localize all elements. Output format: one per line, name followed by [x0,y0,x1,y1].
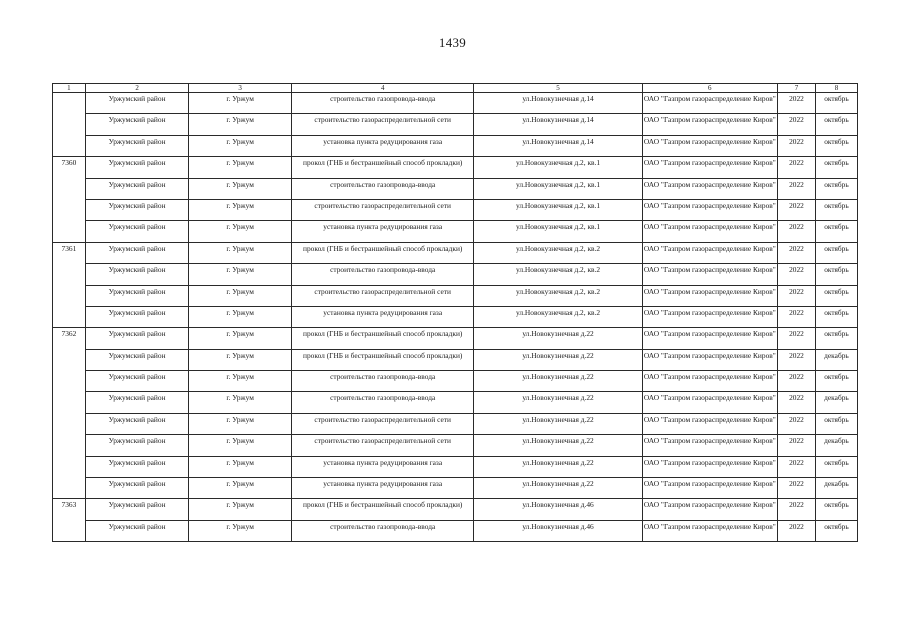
entry-number [53,520,86,541]
organization-cell: ОАО "Газпром газораспределение Киров" [642,93,777,114]
month-cell: октябрь [815,114,857,135]
entry-number: 7360 [53,157,86,178]
work-type-cell: установка пункта редуцирования газа [291,221,474,242]
address-cell: ул.Новокузнечная д.22 [474,413,642,434]
year-cell: 2022 [777,285,815,306]
year-cell: 2022 [777,114,815,135]
year-cell: 2022 [777,199,815,220]
table-row [53,349,858,370]
work-type-cell: прокол (ГНБ и бестраншейный способ прокладки) [291,328,474,349]
year-cell: 2022 [777,520,815,541]
table-row [53,199,858,220]
month-cell: октябрь [815,499,857,520]
city-cell: г. Уржум [189,199,292,220]
organization-cell: ОАО "Газпром газораспределение Киров" [642,456,777,477]
address-cell: ул.Новокузнечная д.22 [474,456,642,477]
organization-cell: ОАО "Газпром газораспределение Киров" [642,478,777,499]
entry-number: 7363 [53,499,86,520]
work-type-cell: строительство газопровода-ввода [291,93,474,114]
table-row [53,499,858,520]
gas-works-table [52,83,858,542]
year-cell: 2022 [777,306,815,327]
table-row [53,520,858,541]
district-cell: Уржумский район [85,221,189,242]
district-cell: Уржумский район [85,114,189,135]
month-cell: октябрь [815,221,857,242]
work-type-cell: строительство газораспределительной сети [291,285,474,306]
city-cell: г. Уржум [189,306,292,327]
district-cell: Уржумский район [85,199,189,220]
year-cell: 2022 [777,392,815,413]
city-cell: г. Уржум [189,178,292,199]
address-cell: ул.Новокузнечная д.2, кв.1 [474,178,642,199]
table-row [53,264,858,285]
table-row [53,157,858,178]
table-row [53,242,858,263]
city-cell: г. Уржум [189,435,292,456]
table-row [53,93,858,114]
month-cell: октябрь [815,242,857,263]
work-type-cell: строительство газораспределительной сети [291,114,474,135]
table-row [53,135,858,156]
month-cell: декабрь [815,478,857,499]
table-row [53,178,858,199]
year-cell: 2022 [777,157,815,178]
month-cell: декабрь [815,392,857,413]
district-cell: Уржумский район [85,178,189,199]
entry-number [53,306,86,327]
address-cell: ул.Новокузнечная д.14 [474,93,642,114]
month-cell: октябрь [815,371,857,392]
work-type-cell: строительство газопровода-ввода [291,520,474,541]
table-row [53,456,858,477]
work-type-cell: строительство газопровода-ввода [291,392,474,413]
header-cell: 1 [53,84,86,93]
table-row [53,478,858,499]
year-cell: 2022 [777,178,815,199]
address-cell: ул.Новокузнечная д.22 [474,392,642,413]
city-cell: г. Уржум [189,114,292,135]
organization-cell: ОАО "Газпром газораспределение Киров" [642,306,777,327]
organization-cell: ОАО "Газпром газораспределение Киров" [642,371,777,392]
year-cell: 2022 [777,264,815,285]
city-cell: г. Уржум [189,371,292,392]
month-cell: октябрь [815,328,857,349]
year-cell: 2022 [777,456,815,477]
district-cell: Уржумский район [85,499,189,520]
header-cell: 6 [642,84,777,93]
work-type-cell: установка пункта редуцирования газа [291,306,474,327]
address-cell: ул.Новокузнечная д.2, кв.2 [474,306,642,327]
table-row [53,392,858,413]
year-cell: 2022 [777,349,815,370]
table-row [53,285,858,306]
month-cell: октябрь [815,157,857,178]
organization-cell: ОАО "Газпром газораспределение Киров" [642,435,777,456]
work-type-cell: установка пункта редуцирования газа [291,135,474,156]
organization-cell: ОАО "Газпром газораспределение Киров" [642,413,777,434]
address-cell: ул.Новокузнечная д.2, кв.2 [474,264,642,285]
district-cell: Уржумский район [85,392,189,413]
district-cell: Уржумский район [85,478,189,499]
organization-cell: ОАО "Газпром газораспределение Киров" [642,178,777,199]
address-cell: ул.Новокузнечная д.2, кв.1 [474,199,642,220]
city-cell: г. Уржум [189,157,292,178]
city-cell: г. Уржум [189,456,292,477]
year-cell: 2022 [777,93,815,114]
organization-cell: ОАО "Газпром газораспределение Киров" [642,392,777,413]
address-cell: ул.Новокузнечная д.22 [474,349,642,370]
city-cell: г. Уржум [189,221,292,242]
month-cell: октябрь [815,306,857,327]
entry-number [53,371,86,392]
organization-cell: ОАО "Газпром газораспределение Киров" [642,114,777,135]
organization-cell: ОАО "Газпром газораспределение Киров" [642,285,777,306]
header-cell: 3 [189,84,292,93]
month-cell: октябрь [815,264,857,285]
month-cell: октябрь [815,285,857,306]
city-cell: г. Уржум [189,413,292,434]
header-cell: 4 [291,84,474,93]
district-cell: Уржумский район [85,520,189,541]
organization-cell: ОАО "Газпром газораспределение Киров" [642,349,777,370]
organization-cell: ОАО "Газпром газораспределение Киров" [642,199,777,220]
month-cell: октябрь [815,178,857,199]
month-cell: октябрь [815,135,857,156]
entry-number: 7361 [53,242,86,263]
organization-cell: ОАО "Газпром газораспределение Киров" [642,264,777,285]
month-cell: октябрь [815,413,857,434]
city-cell: г. Уржум [189,328,292,349]
organization-cell: ОАО "Газпром газораспределение Киров" [642,157,777,178]
city-cell: г. Уржум [189,349,292,370]
organization-cell: ОАО "Газпром газораспределение Киров" [642,135,777,156]
district-cell: Уржумский район [85,413,189,434]
work-type-cell: прокол (ГНБ и бестраншейный способ прокладки) [291,157,474,178]
entry-number [53,392,86,413]
entry-number [53,178,86,199]
month-cell: октябрь [815,199,857,220]
entry-number [53,199,86,220]
work-type-cell: строительство газопровода-ввода [291,264,474,285]
table-row [53,413,858,434]
header-cell: 7 [777,84,815,93]
city-cell: г. Уржум [189,478,292,499]
address-cell: ул.Новокузнечная д.14 [474,114,642,135]
year-cell: 2022 [777,242,815,263]
work-type-cell: строительство газораспределительной сети [291,199,474,220]
work-type-cell: прокол (ГНБ и бестраншейный способ прокладки) [291,242,474,263]
city-cell: г. Уржум [189,264,292,285]
address-cell: ул.Новокузнечная д.14 [474,135,642,156]
address-cell: ул.Новокузнечная д.22 [474,435,642,456]
district-cell: Уржумский район [85,242,189,263]
header-cell: 2 [85,84,189,93]
district-cell: Уржумский район [85,306,189,327]
table-header-row [53,84,858,93]
district-cell: Уржумский район [85,435,189,456]
work-type-cell: строительство газопровода-ввода [291,371,474,392]
address-cell: ул.Новокузнечная д.2, кв.2 [474,285,642,306]
table-row [53,114,858,135]
year-cell: 2022 [777,371,815,392]
year-cell: 2022 [777,135,815,156]
table-row [53,328,858,349]
month-cell: октябрь [815,520,857,541]
table-row [53,371,858,392]
table-row [53,435,858,456]
work-type-cell: прокол (ГНБ и бестраншейный способ прокладки) [291,499,474,520]
organization-cell: ОАО "Газпром газораспределение Киров" [642,499,777,520]
work-type-cell: строительство газораспределительной сети [291,435,474,456]
year-cell: 2022 [777,435,815,456]
district-cell: Уржумский район [85,349,189,370]
city-cell: г. Уржум [189,93,292,114]
organization-cell: ОАО "Газпром газораспределение Киров" [642,242,777,263]
table-row [53,221,858,242]
entry-number [53,413,86,434]
header-cell: 8 [815,84,857,93]
header-cell: 5 [474,84,642,93]
work-type-cell: прокол (ГНБ и бестраншейный способ прокладки) [291,349,474,370]
page-number: 1439 [438,35,467,50]
entry-number [53,478,86,499]
address-cell: ул.Новокузнечная д.22 [474,328,642,349]
entry-number [53,456,86,477]
address-cell: ул.Новокузнечная д.2, кв.1 [474,157,642,178]
year-cell: 2022 [777,328,815,349]
month-cell: декабрь [815,435,857,456]
district-cell: Уржумский район [85,456,189,477]
district-cell: Уржумский район [85,93,189,114]
city-cell: г. Уржум [189,499,292,520]
district-cell: Уржумский район [85,285,189,306]
address-cell: ул.Новокузнечная д.22 [474,371,642,392]
district-cell: Уржумский район [85,328,189,349]
entry-number: 7362 [53,328,86,349]
entry-number [53,114,86,135]
city-cell: г. Уржум [189,135,292,156]
organization-cell: ОАО "Газпром газораспределение Киров" [642,328,777,349]
city-cell: г. Уржум [189,520,292,541]
entry-number [53,221,86,242]
year-cell: 2022 [777,478,815,499]
organization-cell: ОАО "Газпром газораспределение Киров" [642,221,777,242]
work-type-cell: строительство газораспределительной сети [291,413,474,434]
entry-number [53,264,86,285]
address-cell: ул.Новокузнечная д.46 [474,499,642,520]
work-type-cell: установка пункта редуцирования газа [291,478,474,499]
year-cell: 2022 [777,499,815,520]
entry-number [53,349,86,370]
city-cell: г. Уржум [189,285,292,306]
month-cell: октябрь [815,93,857,114]
month-cell: декабрь [815,349,857,370]
month-cell: октябрь [815,456,857,477]
year-cell: 2022 [777,221,815,242]
work-type-cell: установка пункта редуцирования газа [291,456,474,477]
organization-cell: ОАО "Газпром газораспределение Киров" [642,520,777,541]
district-cell: Уржумский район [85,157,189,178]
entry-number [53,435,86,456]
entry-number [53,135,86,156]
address-cell: ул.Новокузнечная д.2, кв.1 [474,221,642,242]
district-cell: Уржумский район [85,135,189,156]
address-cell: ул.Новокузнечная д.22 [474,478,642,499]
city-cell: г. Уржум [189,392,292,413]
city-cell: г. Уржум [189,242,292,263]
district-cell: Уржумский район [85,371,189,392]
year-cell: 2022 [777,413,815,434]
address-cell: ул.Новокузнечная д.2, кв.2 [474,242,642,263]
address-cell: ул.Новокузнечная д.46 [474,520,642,541]
table-row [53,306,858,327]
district-cell: Уржумский район [85,264,189,285]
entry-number [53,93,86,114]
work-type-cell: строительство газопровода-ввода [291,178,474,199]
entry-number [53,285,86,306]
